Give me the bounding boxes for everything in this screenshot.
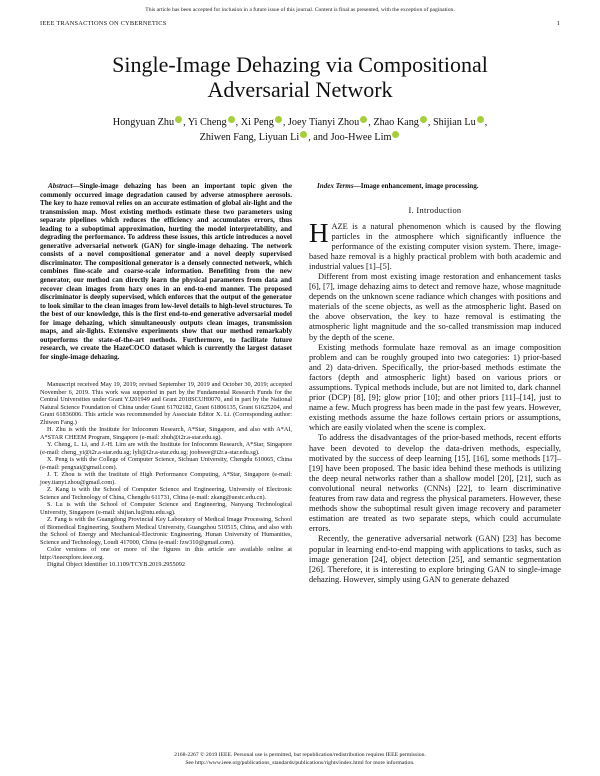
footnote-affiliation: Z. Fang is with the Guangdong Provincial Key Laboratory of Medical Image Processing, School of Biomedical Engineering, Southern Medical University, Guangzhou 510515, China, and also with the School of Energy and Mechanical-Electronic Engineering, Hunan University of Humanities, Science and Technology, Loudi 417000, China (e-mail: fzw310@gmail.com).	[40, 516, 292, 546]
orcid-icon[interactable]	[360, 116, 367, 123]
orcid-icon[interactable]	[228, 116, 235, 123]
author: Hongyuan Zhu	[112, 117, 175, 128]
paragraph: To address the disadvantages of the prior-based methods, recent efforts have been devoted to develop the data-driven methods, especially, motivated by the success of deep learning [15], [16], some methods [17]–[19] have been proposed. The basic idea behind these methods is utilizing the deep neural networks rather than a shallow model [20], [21], such as convolutional neural networks (CNNs) [22], to learn discriminative features from raw data and regress the physical parameters. However, these methods show the suboptimal result given image recovery and parameter estimation are treated as two separate steps, which could accumulate errors.	[309, 433, 561, 534]
title-line-2: Adversarial Network	[207, 77, 393, 102]
footnote-color-versions: Color versions of one or more of the figures in this article are available online at http://ieeexplore.ieee.org.	[40, 546, 292, 561]
paper-title	[40, 52, 560, 102]
orcid-icon[interactable]	[392, 131, 399, 138]
abstract	[40, 182, 292, 361]
page-number: 1	[556, 20, 560, 27]
left-column	[40, 182, 292, 569]
rights-link-line[interactable]: See http://www.ieee.org/publications_standards/publications/rights/index.html for more information.	[185, 759, 415, 766]
author: Liyuan Li	[258, 132, 300, 143]
acceptance-notice: This article has been accepted for inclusion in a future issue of this journal. Content is final as presented, with the exception of pagination.	[145, 7, 455, 13]
footnote-affiliation: H. Zhu is with the Institute for Infocomm Research, A*Star, Singapore, and also with A*AI, A*STAR CHEEM Program, Singapore (e-mail: zhuh@i2r.a-star.edu.sg).	[40, 426, 292, 441]
footnote-affiliation: J. T. Zhou is with the Institute of High Performance Computing, A*Star, Singapore (e-mail: joey.tianyi.zhou@gmail.com).	[40, 471, 292, 486]
section-heading-introduction: I. Introduction	[408, 205, 462, 215]
paragraph: Different from most existing image restoration and enhancement tasks [6], [7], image dehazing aims to detect and remove haze, whose magnitude depends on the unknown scene radiance which changes with positions and materials of the scene objects, as well as the atmospheric light. Based on the above observation, the key to haze removal is estimating the atmospheric light magnitude and the so-called transmission map induced by the depth of the scene.	[309, 271, 561, 342]
introduction-body	[309, 217, 561, 585]
journal-name: IEEE TRANSACTIONS ON CYBERNETICS	[40, 20, 167, 27]
index-terms-text: —Image enhancement, image processing.	[353, 182, 479, 190]
paragraph: Recently, the generative adversarial network (GAN) [23] has become popular in learning end-to-end mapping with applications to tasks, such as image generation [24], object detection [25], and semantic segmentation [26]. Therefore, it is interesting to explore bringing GAN to single-image dehazing. However, simply using GAN to generate dehazed	[309, 534, 561, 584]
author: Xi Peng	[240, 117, 274, 128]
author: Joey Tianyi Zhou	[287, 117, 360, 128]
footnote-affiliation: Y. Cheng, L. Li, and J.-H. Lim are with the Institute for Infocomm Research, A*Star, Singapore (e-mail: cheng_yi@i2r.a-star.edu.sg; lyli@i2r.a-star.edu.sg; joohwee@i2r.a-star.edu.sg).	[40, 441, 292, 456]
footnote-affiliation: S. Lu is with the School of Computer Science and Engineering, Nanyang Technological University, Singapore (e-mail: shijian.lu@ntu.edu.sg).	[40, 501, 292, 516]
footnote-affiliation: X. Peng is with the College of Computer Science, Sichuan University, Chengdu 610065, China (e-mail: pengxai@gmail.com).	[40, 456, 292, 471]
author: Yi Cheng	[187, 117, 227, 128]
running-head	[40, 20, 560, 27]
orcid-icon[interactable]	[275, 116, 282, 123]
paragraph: Existing methods formulate haze removal as an image composition problem and can be roughly grouped into two categories: 1) prior-based and 2) data-driven. Specifically, the prior-based methods estimate the factors (depth and atmospheric light) based on various priors or assumptions. Typical methods include, but are not limited to, dark channel prior (DCP) [8], [9]; glow prior [10]; and other priors [11]–[14], just to name a few. Much progress has been made in the past few years. However, existing methods assume the haze follows certain priors or assumptions, which are easily violated when the scene is complex.	[309, 342, 561, 433]
drop-cap: H	[309, 217, 329, 248]
copyright-line: 2168-2267 © 2019 IEEE. Personal use is permitted, but republication/redistribution requires IEEE permission.	[174, 752, 426, 758]
title-line-1: Single-Image Dehazing via Compositional	[112, 52, 488, 77]
paragraph: HAZE is a natural phenomenon which is caused by the flowing particles in the atmosphere which significantly influence the performance of the existing computer vision system. There, image-based haze removal is a highly practical problem with both academic and industrial values [1]–[5].	[309, 217, 561, 271]
author: Shijian Lu	[432, 117, 476, 128]
right-column	[309, 182, 561, 585]
footnote-manuscript: Manuscript received May 19, 2019; revised September 19, 2019 and October 30, 2019; accepted November 6, 2019. This work was supported in part by the Fundamental Research Funds for the Central Universities under Grant YJ201949 and Grant 2018SCUH0070, and in part by the National Natural Science Foundation of China under Grant 61702182, Grant 61806135, Grant 61625204, and Grant 61836006. This article was recommended by Associate Editor X. Li. (Corresponding author: Zhiwen Fang.)	[40, 381, 292, 426]
abstract-label: Abstract	[48, 182, 73, 190]
orcid-icon[interactable]	[420, 116, 427, 123]
footnote-affiliation: Z. Kang is with the School of Computer Science and Engineering, University of Electronic Science and Technology of China, Chengdu 611731, China (e-mail: zkang@uestc.edu.cn).	[40, 486, 292, 501]
author-list: Hongyuan Zhu , Yi Cheng , Xi Peng , Joey Tianyi Zhou , Zhao Kang , Shijian Lu , Zhiwen Fang, Liyuan Li , and Joo-Hwee Lim	[112, 117, 488, 143]
orcid-icon[interactable]	[175, 116, 182, 123]
index-terms	[309, 182, 561, 191]
footnotes	[40, 381, 292, 569]
abstract-text: —Single-image dehazing has been an important topic given the commonly occurred image degradation caused by adverse atmosphere aerosols. The key to haze removal relies on an accurate estimation of global air-light and the transmission map. Most existing methods estimate these two parameters using separate pipelines which reduces the efficiency and accumulates errors, thus leading to a suboptimal approximation, hurting the model interpretability, and degrading the performance. To address these issues, this article introduces a novel generative adversarial network (GAN) for single-image dehazing. The network consists of a novel compositional generator and a novel deeply supervised discriminator. The compositional generator is a densely connected network, which combines fine-scale and coarse-scale information. Benefiting from the new generator, our method can directly learn the physical parameters from data and recover clean images from hazy ones in an end-to-end manner. The proposed discriminator is deeply supervised, which enforces that the output of the generator to look similar to the clean images from low-level details to high-level structures. To the best of our knowledge, this is the first end-to-end generative adversarial model for image dehazing, which simultaneously outputs clean images, transmission maps, and air-lights. Extensive experiments show that our method remarkably outperforms the state-of-the-art methods. Furthermore, to facilitate future research, we create the HazeCOCO dataset which is currently the largest dataset for single-image dehazing.	[40, 182, 292, 361]
orcid-icon[interactable]	[477, 116, 484, 123]
author: Zhao Kang	[373, 117, 419, 128]
orcid-icon[interactable]	[300, 131, 307, 138]
copyright-footer	[0, 752, 600, 767]
author: Zhiwen Fang	[199, 132, 254, 143]
author: Joo-Hwee Lim	[330, 132, 392, 143]
footnote-doi: Digital Object Identifier 10.1109/TCYB.2019.2955092	[47, 561, 185, 569]
index-terms-label: Index Terms	[317, 182, 354, 190]
